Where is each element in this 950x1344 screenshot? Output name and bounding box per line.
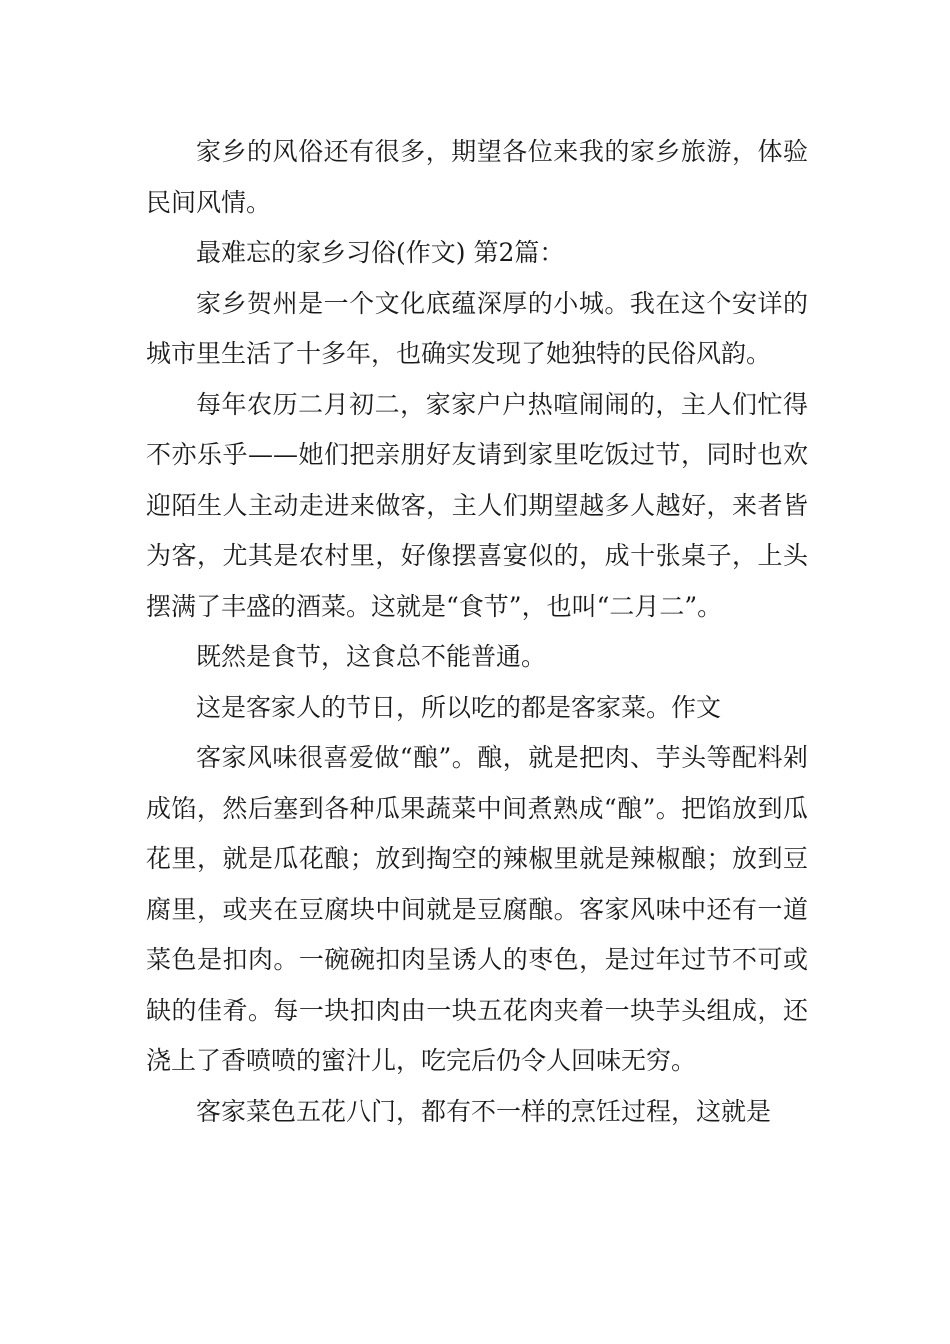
paragraph: 家乡贺州是一个文化底蕴深厚的小城。我在这个安详的城市里生活了十多年，也确实发现了她独特的民俗风韵。	[146, 288, 808, 368]
paragraph: 客家菜色五花八门，都有不一样的烹饪过程，这就是	[196, 1096, 772, 1126]
paragraph: 这是客家人的节日，所以吃的都是客家菜。作文	[196, 692, 722, 722]
paragraph: 既然是食节，这食总不能普通。	[196, 642, 547, 671]
paragraph: 家乡的风俗还有很多，期望各位来我的家乡旅游，体验民间风情。	[146, 137, 808, 217]
paragraph: 每年农历二月初二，家家户户热喧闹闹的，主人们忙得不亦乐乎——她们把亲朋好友请到家里吃饭过节，同时也欢迎陌生人主动走进来做客，主人们期望越多人越好，来者皆为客，尤其是农村里，好像摆喜宴似的，成十张桌子，上头摆满了丰盛的酒菜。这就是“食节”，也叫“二月二”。	[146, 389, 808, 621]
document-body	[146, 127, 808, 1137]
paragraph: 客家风味很喜爱做“酿”。酿，就是把肉、芋头等配料剁成馅，然后塞到各种瓜果蔬菜中间煮熟成“酿”。把馅放到瓜花里，就是瓜花酿；放到掏空的辣椒里就是辣椒酿；放到豆腐里，或夹在豆腐块中间就是豆腐酿。客家风味中还有一道菜色是扣肉。一碗碗扣肉呈诱人的枣色，是过年过节不可或缺的佳肴。每一块扣肉由一块五花肉夹着一块芋头组成，还浇上了香喷喷的蜜汁儿，吃完后仍令人回味无穷。	[146, 743, 808, 1075]
section-heading: 最难忘的家乡习俗(作文) 第2篇：	[196, 238, 565, 267]
